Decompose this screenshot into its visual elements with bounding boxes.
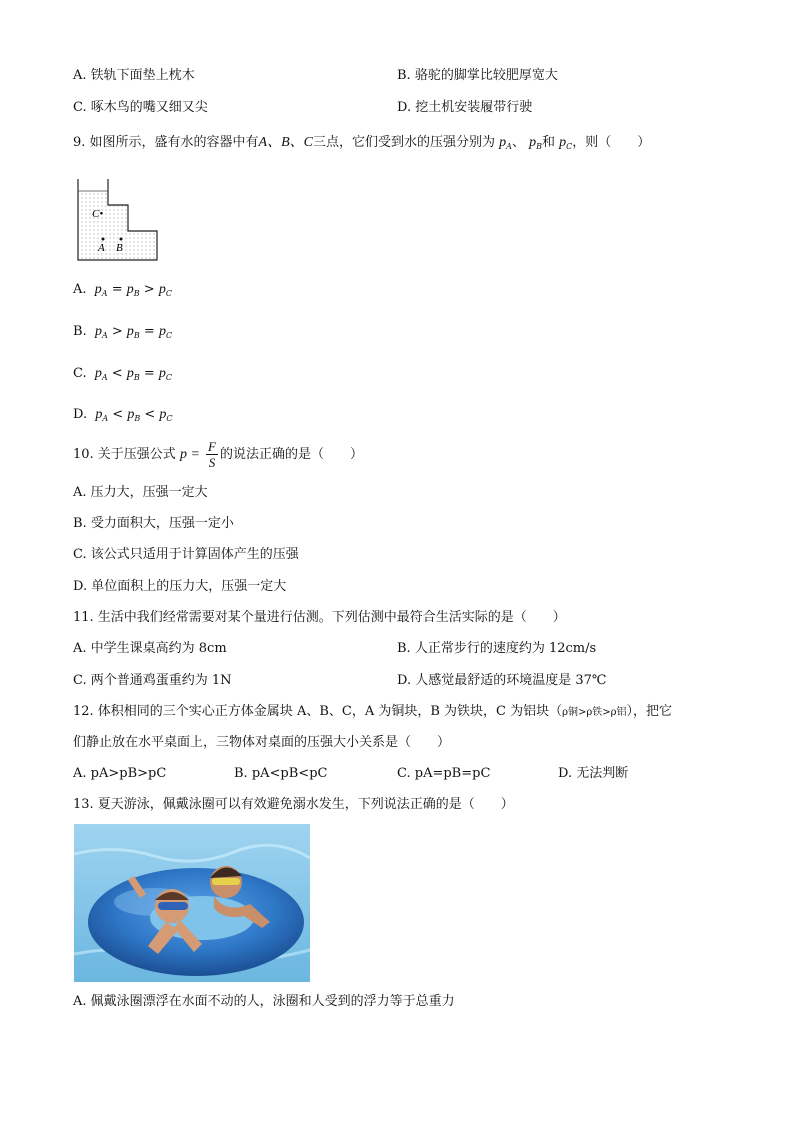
q9-stem-text: 9. 如图所示，盛有水的容器中有 xyxy=(73,135,259,150)
pb-symbol: p xyxy=(529,135,537,150)
q10-option-c: C. 该公式只适用于计算固体产生的压强 xyxy=(73,547,299,562)
q10-option-b: B. 受力面积大，压强一定小 xyxy=(73,516,234,531)
q11-option-d: D. 人感觉最舒适的环境温度是 37℃ xyxy=(397,673,607,688)
q9-stem-end: ，则（ ） xyxy=(572,135,651,150)
q9-option-c-label: C. xyxy=(73,366,87,381)
q10-stem xyxy=(73,438,363,472)
water-container-figure xyxy=(73,177,163,267)
q8-option-a: A. 铁轨下面垫上枕木 xyxy=(73,68,195,83)
q11-option-b: B. 人正常步行的速度约为 12cm/s xyxy=(397,641,597,656)
q9-option-d-label: D. xyxy=(73,407,88,422)
q9-option-d: D. $p_A < p_B < p_C$ xyxy=(73,407,173,423)
q12-stem-line1 xyxy=(73,703,672,722)
q12-stem-line1-end: ），把它 xyxy=(626,704,673,719)
q12-stem-line2: 们静止放在水平桌面上，三物体对桌面的压强大小关系是（ ） xyxy=(73,735,451,750)
q10-option-a: A. 压力大，压强一定大 xyxy=(73,485,208,500)
formula-denominator: S xyxy=(208,455,216,470)
label-c: C• xyxy=(92,208,104,220)
point-b-marker xyxy=(120,238,123,241)
q9-separator: 、 xyxy=(511,135,525,150)
q9-option-b-label: B. xyxy=(73,324,87,339)
q10-stem-end: 的说法正确的是（ ） xyxy=(220,447,364,462)
formula-numerator: F xyxy=(208,439,216,454)
q9-stem-mid: 三点，它们受到水的压强分别为 xyxy=(313,135,496,150)
q8-option-b: B. 骆驼的脚掌比较肥厚宽大 xyxy=(397,68,558,83)
q9-stem xyxy=(73,134,650,156)
q10-stem-text: 10. 关于压强公式 xyxy=(73,447,176,462)
q9-option-a-label: A. xyxy=(73,282,87,297)
q8-option-d: D. 挖土机安装履带行驶 xyxy=(397,100,533,115)
pa-symbol: p xyxy=(499,135,507,150)
q9-points: A、B、C xyxy=(258,135,313,150)
q12-option-a: A. pA>pB>pC xyxy=(73,766,167,781)
point-a-marker xyxy=(102,238,105,241)
q11-option-c: C. 两个普通鸡蛋重约为 1N xyxy=(73,673,232,688)
q10-option-d: D. 单位面积上的压力大，压强一定大 xyxy=(73,579,287,594)
q12-option-c: C. pA=pB=pC xyxy=(397,766,491,781)
q11-option-a: A. 中学生课桌高约为 8cm xyxy=(73,641,227,656)
q9-and: 和 xyxy=(541,135,555,150)
q13-option-a: A. 佩戴泳圈漂浮在水面不动的人，泳圈和人受到的浮力等于总重力 xyxy=(73,994,455,1009)
q9-option-b: B. $p_A > p_B = p_C$ xyxy=(73,324,173,340)
q9-option-a: A. $p_A = p_B > p_C$ xyxy=(73,282,172,298)
formula-lhs: p = xyxy=(179,447,200,462)
q13-stem: 13. 夏天游泳，佩戴泳圈可以有效避免溺水发生，下列说法正确的是（ ） xyxy=(73,797,514,812)
swim-ring-photo xyxy=(74,824,310,982)
q12-option-b: B. pA<pB<pC xyxy=(234,766,328,781)
label-b: B xyxy=(116,242,123,254)
q11-stem: 11. 生活中我们经常需要对某个量进行估测。下列估测中最符合生活实际的是（ ） xyxy=(73,610,566,625)
pa-subscript: A xyxy=(506,142,512,151)
q12-option-d: D. 无法判断 xyxy=(558,766,629,781)
label-a: A xyxy=(98,242,105,254)
density-relation: ρ铜>ρ铁>ρ铝 xyxy=(562,707,627,718)
pb-subscript: B xyxy=(536,142,542,151)
q12-stem-text: 12. 体积相同的三个实心正方体金属块 A、B、C，A 为铜块，B 为铁块，C 为铝块（ xyxy=(73,704,563,719)
q8-option-c: C. 啄木鸟的嘴又细又尖 xyxy=(73,100,208,115)
pressure-formula-fraction xyxy=(206,439,218,470)
q9-option-c: C. $p_A < p_B = p_C$ xyxy=(73,366,173,382)
pc-symbol: p xyxy=(559,135,567,150)
pc-subscript: C xyxy=(566,142,573,151)
